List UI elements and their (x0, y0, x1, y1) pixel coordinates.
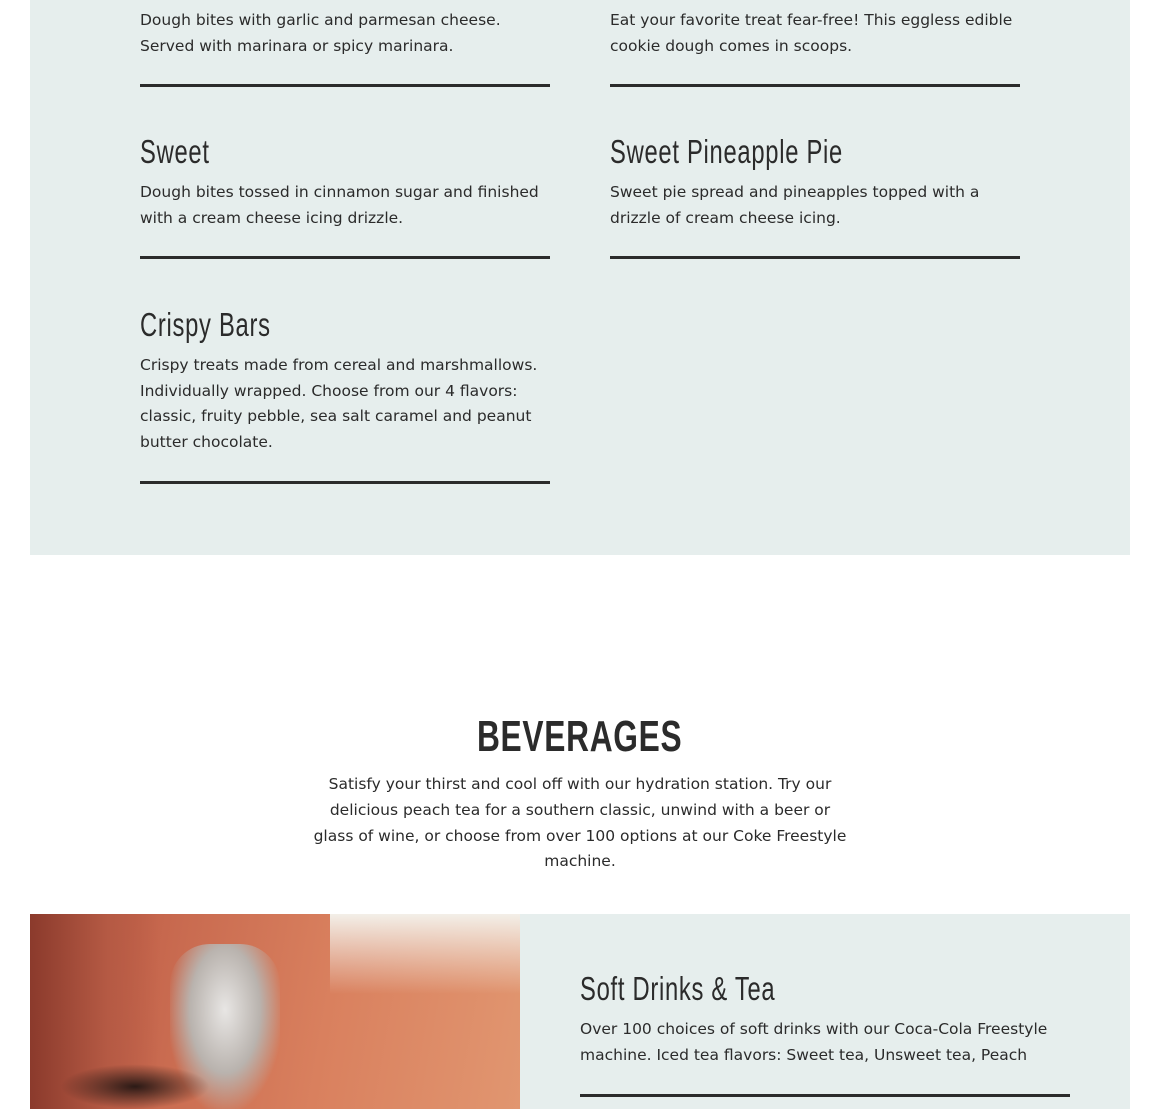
menu-item-cookie-dough (610, 8, 1020, 59)
menu-item-divider (580, 1094, 1070, 1097)
menu-item-crispy-bars (140, 307, 550, 455)
menu-item-description: Eat your favorite treat fear-free! This eggless edible cookie dough comes in scoops. (610, 11, 1013, 55)
menu-item-soft-drinks-tea (580, 971, 1070, 1068)
menu-item-divider (610, 256, 1020, 259)
menu-item-sweet-pineapple-pie (610, 134, 1020, 231)
menu-item-description: Over 100 choices of soft drinks with our Coca-Cola Freestyle machine. Iced tea flavors: Sweet tea, Unsweet tea, Peach (580, 1020, 1048, 1064)
menu-item-divider (140, 84, 550, 87)
beverages-intro: Satisfy your thirst and cool off with our hydration station. Try our delicious peach tea for a southern classic, unwind with a beer or glass of wine, or choose from over 100 options at our Coke Freestyle machine. (313, 775, 847, 871)
menu-item-title: Sweet Pineapple Pie (610, 133, 843, 170)
beverages-heading: BEVERAGES (477, 712, 683, 761)
menu-item-divider (610, 84, 1020, 87)
menu-item-title: Sweet (140, 133, 210, 170)
beverage-photo (30, 914, 520, 1109)
menu-item-description: Sweet pie spread and pineapples topped with a drizzle of cream cheese icing. (610, 183, 980, 227)
menu-item-description: Dough bites tossed in cinnamon sugar and finished with a cream cheese icing drizzle. (140, 183, 539, 227)
menu-item-description: Dough bites with garlic and parmesan cheese. Served with marinara or spicy marinara. (140, 11, 501, 55)
menu-item-garlic-bites (140, 8, 550, 59)
menu-item-divider (140, 256, 550, 259)
menu-item-sweet (140, 134, 550, 231)
menu-item-divider (140, 481, 550, 484)
menu-item-title: Soft Drinks & Tea (580, 970, 776, 1007)
menu-item-description: Crispy treats made from cereal and marshmallows. Individually wrapped. Choose from our 4 flavors: classic, fruity pebble, sea salt caramel and peanut butter chocolate. (140, 356, 538, 451)
menu-item-title: Crispy Bars (140, 306, 271, 343)
